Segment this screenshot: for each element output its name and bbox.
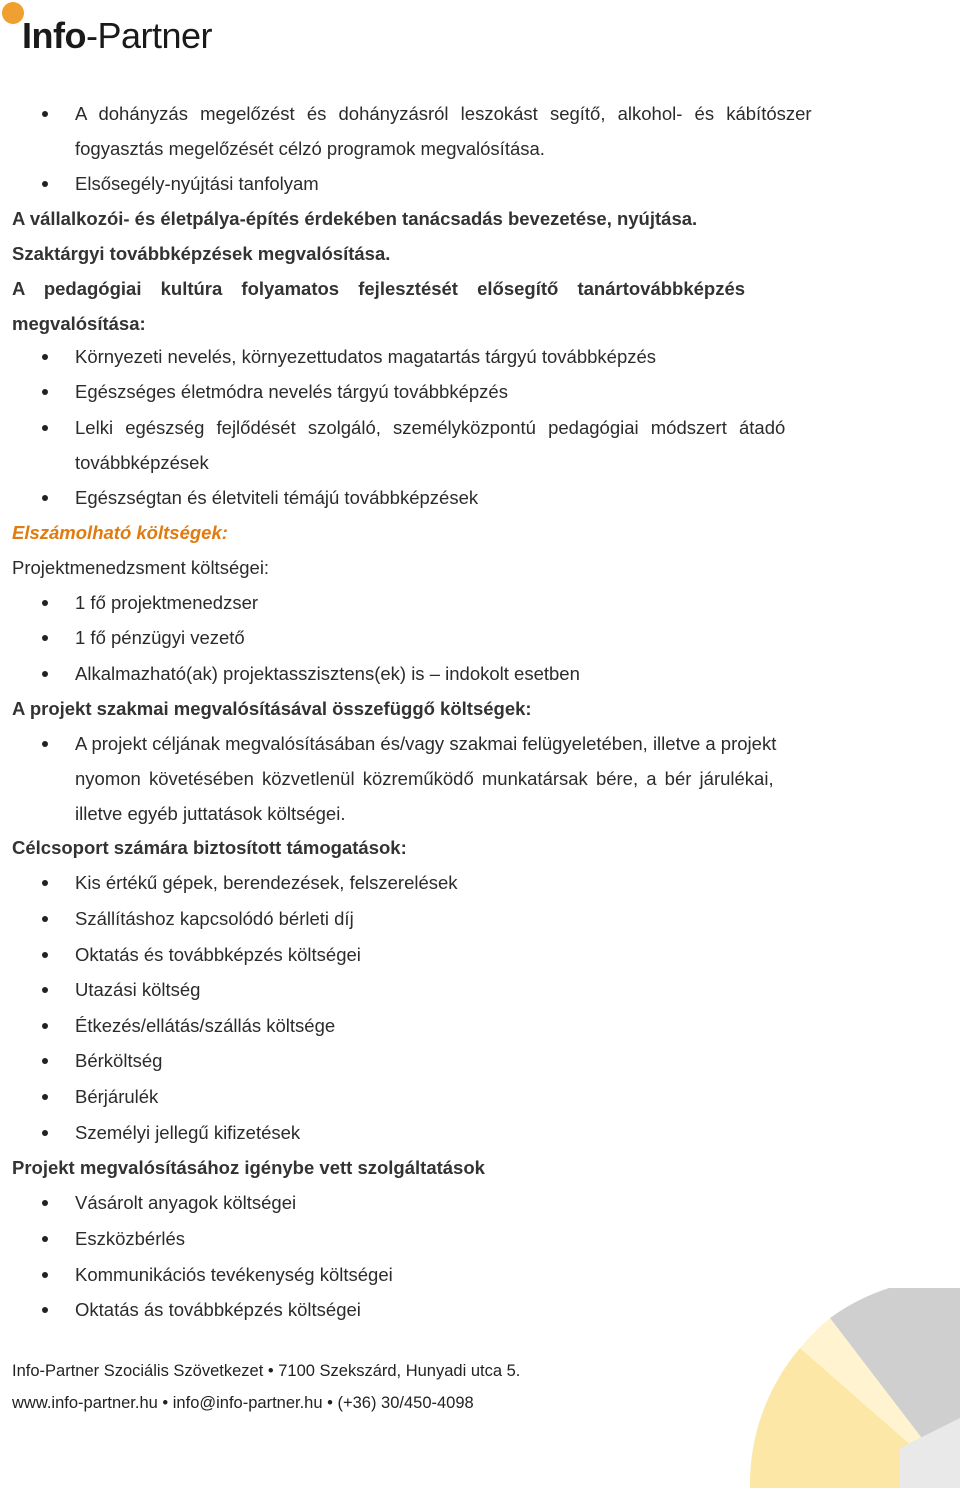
bullet-icon <box>42 111 48 117</box>
list-item: Szállításhoz kapcsolódó bérleti díj <box>75 908 354 929</box>
bullet-icon <box>42 1094 48 1100</box>
list-item: Bérköltség <box>75 1050 163 1071</box>
list-item: Környezeti nevelés, környezettudatos magatartás tárgyú továbbképzés <box>75 346 657 367</box>
bullet-icon <box>42 880 48 886</box>
bullet-icon <box>42 600 48 606</box>
prof-heading: A projekt szakmai megvalósításával összefüggő költségek: <box>12 698 532 719</box>
list-item: Étkezés/ellátás/szállás költsége <box>75 1015 336 1036</box>
list-item: Egészségtan és életviteli témájú továbbképzések <box>75 487 479 508</box>
bullet-icon <box>42 389 48 395</box>
list-item: Vásárolt anyagok költségei <box>75 1192 297 1213</box>
list-item-continuation: továbbképzések <box>75 452 209 473</box>
list-item: 1 fő projektmenedzser <box>75 592 259 613</box>
list-item: A projekt céljának megvalósításában és/vagy szakmai felügyeletében, illetve a projekt <box>75 733 777 754</box>
list-item: Alkalmazható(ak) projektasszisztens(ek) is – indokolt esetben <box>75 663 580 684</box>
bullet-icon <box>42 1236 48 1242</box>
bullet-icon <box>42 916 48 922</box>
bullet-icon <box>42 425 48 431</box>
list-item: Lelki egészség fejlődését szolgáló, személyközpontú pedagógiai módszert átadó <box>75 417 786 438</box>
list-item: Kis értékű gépek, berendezések, felszerelések <box>75 872 458 893</box>
bullet-icon <box>42 987 48 993</box>
list-item: Személyi jellegű kifizetések <box>75 1122 301 1143</box>
bullet-icon <box>42 952 48 958</box>
logo-dot-icon <box>2 2 24 24</box>
list-item: Eszközbérlés <box>75 1228 186 1249</box>
bullet-icon <box>42 635 48 641</box>
bullet-icon <box>42 1130 48 1136</box>
logo-info: Info <box>22 15 86 56</box>
bullet-icon <box>42 1058 48 1064</box>
list-item: A dohányzás megelőzést és dohányzásról leszokást segítő, alkohol- és kábítószer <box>75 103 812 124</box>
decorative-pie-graphic <box>700 1288 960 1488</box>
footer-contact: www.info-partner.hu • info@info-partner.hu • (+36) 30/450-4098 <box>12 1394 474 1412</box>
list-item-continuation: illetve egyéb juttatások költségei. <box>75 803 346 824</box>
list-item: Oktatás és továbbképzés költségei <box>75 944 361 965</box>
bullet-icon <box>42 495 48 501</box>
list-item: Utazási költség <box>75 979 201 1000</box>
bullet-icon <box>42 181 48 187</box>
pm-heading: Projektmenedzsment költségei: <box>12 557 270 578</box>
list-item-continuation: nyomon követésében közvetlenül közreműködő munkatársak bére, a bér járulékai, <box>75 768 774 789</box>
costs-heading: Elszámolható költségek: <box>12 522 228 543</box>
bold-line: megvalósítása: <box>12 313 146 334</box>
logo-partner: -Partner <box>85 15 213 56</box>
services-heading: Projekt megvalósításához igénybe vett szolgáltatások <box>12 1157 485 1178</box>
list-item: Oktatás ás továbbképzés költségei <box>75 1299 361 1320</box>
list-item: 1 fő pénzügyi vezető <box>75 627 245 648</box>
bold-line: A vállalkozói- és életpálya-építés érdekében tanácsadás bevezetése, nyújtása. <box>12 208 698 229</box>
list-item: Bérjárulék <box>75 1086 159 1107</box>
logo <box>2 0 242 60</box>
bullet-icon <box>42 354 48 360</box>
bullet-icon <box>42 1272 48 1278</box>
list-item: Elsősegély-nyújtási tanfolyam <box>75 173 319 194</box>
footer-address: Info-Partner Szociális Szövetkezet • 7100 Szekszárd, Hunyadi utca 5. <box>12 1362 521 1380</box>
bold-line: Szaktárgyi továbbképzések megvalósítása. <box>12 243 391 264</box>
list-item-continuation: fogyasztás megelőzését célzó programok megvalósítása. <box>75 138 545 159</box>
bullet-icon <box>42 1200 48 1206</box>
bullet-icon <box>42 741 48 747</box>
bullet-icon <box>42 1023 48 1029</box>
bullet-icon <box>42 1307 48 1313</box>
bold-line: A pedagógiai kultúra folyamatos fejlesztését elősegítő tanártovábbképzés <box>12 278 746 299</box>
target-heading: Célcsoport számára biztosított támogatások: <box>12 837 407 858</box>
bullet-icon <box>42 671 48 677</box>
list-item: Kommunikációs tevékenység költségei <box>75 1264 393 1285</box>
logo-text <box>22 14 212 58</box>
list-item: Egészséges életmódra nevelés tárgyú továbbképzés <box>75 381 508 402</box>
